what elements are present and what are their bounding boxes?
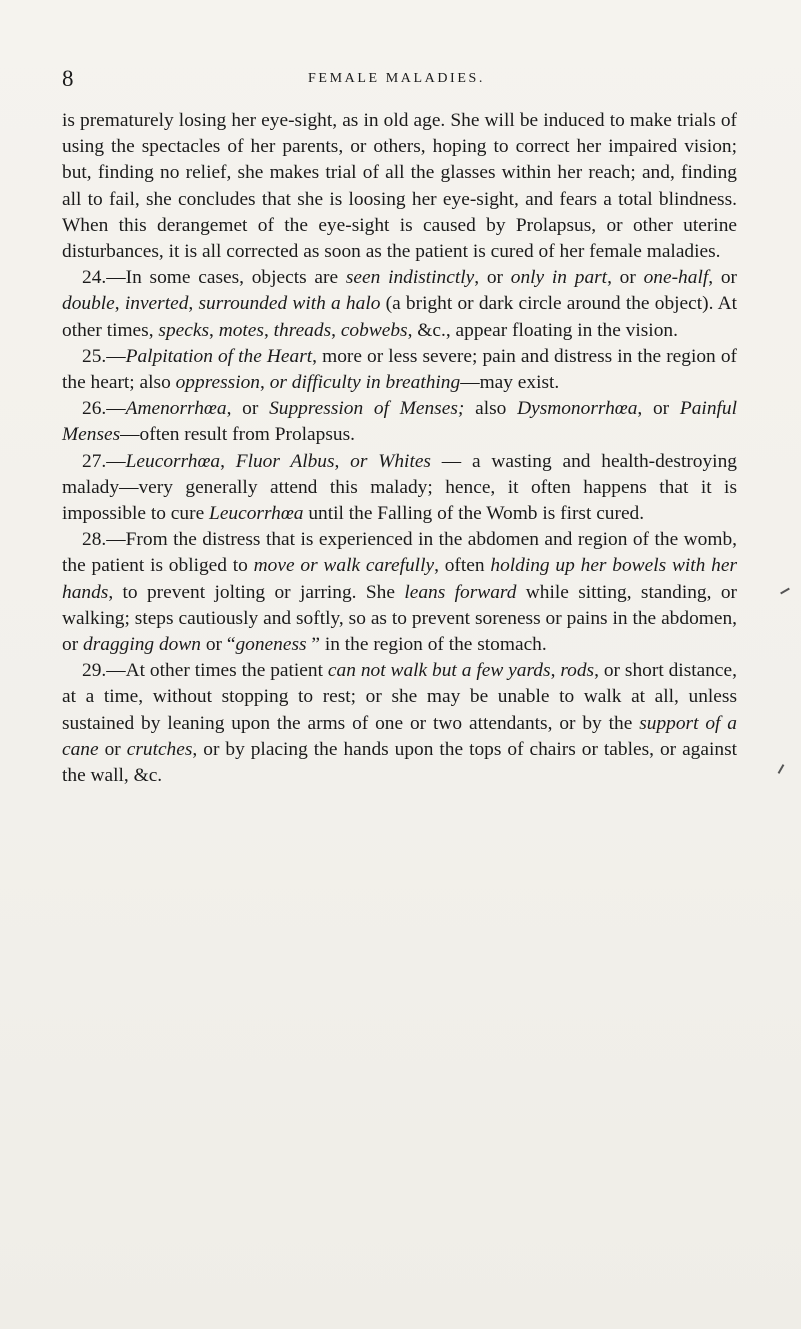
italic-text-run: leans forward [404,581,517,603]
paragraph-24 [62,265,737,344]
italic-text-run: Dysmonorrhœa [517,398,638,420]
text-run: 24.—In some cases, objects are [82,267,346,289]
italic-text-run: motes [218,319,264,341]
italic-text-run: can not walk but a few yards [327,660,551,682]
italic-text-run: rods [560,660,595,682]
text-run: , to prevent jolting or jarring. She [108,581,405,603]
italic-text-run: seen indistinctly [345,267,475,289]
italic-text-run: or difficulty in breathing [269,372,461,394]
text-run: , or short distance, at a time, without stopping to rest; or she may be unable to walk at all, unless sustained by leaning upon the arms of one or two attendants, or by the [62,660,737,734]
italic-text-run: oppression [175,372,260,394]
text-run: , [220,450,236,472]
text-run: (a bright or dark circle around the object). At other times, [62,293,737,341]
italic-text-run: double [62,293,115,315]
text-run: —may exist. [460,372,560,394]
text-run: , often [434,555,491,577]
italic-text-run: one-half [643,267,709,289]
paragraph-continued [62,108,737,265]
text-run: , [263,319,274,341]
margin-mark [778,764,785,774]
italic-text-run: cobwebs [340,319,408,341]
italic-text-run: inverted [124,293,189,315]
text-run: 25.— [82,345,126,367]
page-header [62,64,731,94]
italic-text-run: surrounded with a halo [198,293,381,315]
text-run: until the Falling of the Womb is first cured. [303,503,645,525]
paragraph-26 [62,396,737,448]
running-head: FEMALE MALADIES. [308,71,485,86]
italic-text-run: Suppression of Menses; [269,398,465,420]
text-run: , more or less severe; pain and distress in the region of the heart; also [62,345,737,394]
paragraph-29 [62,658,737,789]
italic-text-run: threads [273,319,332,341]
italic-text-run: specks [158,319,210,341]
text-run: , or [607,267,644,289]
text-run: , [331,319,341,341]
text-run: 27.— [82,450,126,472]
text-run: , [209,319,219,341]
italic-text-run: crutches [126,738,193,760]
text-run: , or by placing the hands upon the tops of chairs or tables, or against the wall, &c. [62,738,737,787]
text-run: also [464,398,518,420]
text-run: , or [474,267,511,289]
italic-text-run: move or walk carefully [253,555,435,577]
body-text [62,108,737,789]
text-run: is prematurely losing her eye-sight, as in old age. She will be induced to make trials of using the spectacles of her parents, or others, hoping to correct her impaired vision; but, finding no relief, she makes trial of all the glasses within her reach; and, finding all to fail, she concludes that she is loosing her eye-sight, and fears a total blindness. When this derangemet of the eye-sight is caused by Prolapsus, or other uterine disturbances, it is all corrected as soon as the patient is cured of her female maladies. [62,110,737,263]
italic-text-run: Fluor Albus [235,450,335,472]
text-run: or “ [201,634,236,656]
italic-text-run: Painful Menses [62,398,737,446]
italic-text-run: Amenorrhœa [125,398,227,420]
text-run: 29.—At other times the patient [82,660,328,682]
italic-text-run: goneness [235,634,307,656]
paragraph-27 [62,449,737,528]
italic-text-run: Leucorrhœa [209,503,304,525]
italic-text-run: only in part [510,267,608,289]
paragraph-28 [62,527,737,658]
italic-text-run: holding up her bowels with her hands [62,555,738,603]
text-run: or [98,738,127,760]
text-run: 28.—From the distress that is experienced in the abdomen and region of the womb, the patient is obliged to [62,529,737,577]
page-number: 8 [62,66,74,91]
text-run: , &c., appear floating in the vision. [407,319,678,341]
italic-text-run: Palpitation of the Heart [125,345,313,367]
italic-text-run: dragging down [83,634,201,656]
text-run: , or [637,398,680,420]
text-run: , [334,450,351,472]
italic-text-run: Leucorrhœa [125,450,221,472]
paragraph-25 [62,344,737,396]
text-run: , [550,660,561,682]
italic-text-run: or Whites [350,450,431,472]
text-run: —often result from Prolapsus. [120,424,355,446]
text-run: ” in the region of the stomach. [306,634,547,656]
text-run: , [188,293,199,315]
text-run: — a wasting and health-destroying malady—very generally attend this malady; hence, it often happens that it is impossible to cure [62,450,737,525]
text-run: , or [226,398,270,420]
margin-mark [780,588,790,595]
text-run: 26.— [82,398,126,420]
text-run: while sitting, standing, or walking; steps cautiously and softly, so as to prevent soreness or pains in the abdomen, or [62,581,737,656]
text-run: , [114,293,125,315]
italic-text-run: support of a cane [62,712,738,760]
text-run: , or [708,267,737,289]
text-run: , [260,372,270,394]
